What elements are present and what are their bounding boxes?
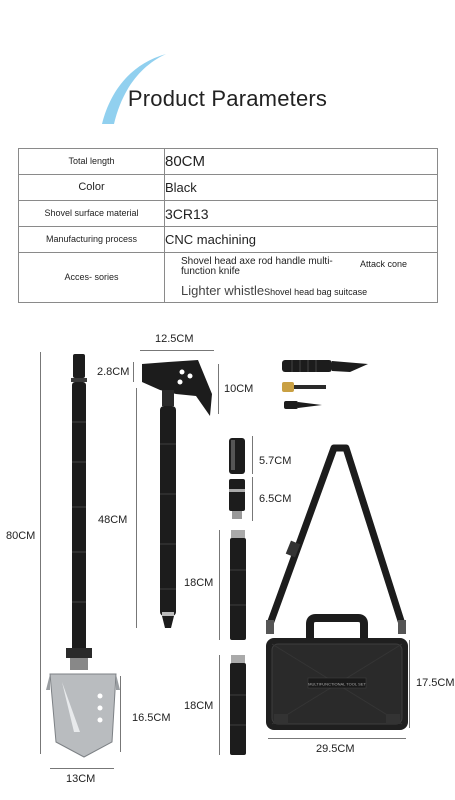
param-value-total-length: 80CM [165,149,438,175]
accessory-list-line1: Shovel head axe rod handle multi-function knife [181,256,333,277]
table-row [19,253,438,303]
param-value-accessories [165,253,438,303]
accessory-lighter-whistle: Lighter whistle [181,283,265,298]
segment-4-dimension: 18CM [184,700,214,712]
param-value-color: Black [165,175,438,201]
page-title: Product Parameters [127,86,328,111]
param-label-total-length: Total length [19,149,165,175]
accessory-bag-suitcase: Shovel head bag suitcase [264,287,368,297]
parameter-table [18,148,438,303]
table-row [19,201,438,227]
param-value-process: CNC machining [165,227,438,253]
seg1-dimension-line [252,436,253,474]
axe-height-dimension: 10CM [224,383,254,395]
total-length-dimension: 80CM [6,530,36,542]
axe-width-dimension: 12.5CM [155,333,194,345]
handle-length-dimension: 48CM [98,514,128,526]
shovel-width-dimension: 13CM [66,773,96,785]
param-label-material: Shovel surface material [19,201,165,227]
axe-illustration [138,354,218,634]
shovel-height-dimension: 16.5CM [132,712,171,724]
case-label-text: MULTIFUNCTIONAL TOOL SET [308,681,366,687]
table-row [19,175,438,201]
axe-small-dimension-line [133,362,134,382]
seg3-dimension-line [219,530,220,640]
handle-segment-top [226,436,248,476]
seg2-dimension-line [252,477,253,521]
seg4-dimension-line [219,655,220,755]
shovel-illustration [44,352,124,762]
table-row [19,149,438,175]
param-label-accessories: Acces- sories [19,253,165,303]
accessory-attack-cone: Attack cone [359,259,407,269]
handle-segment-second [226,477,248,523]
total-length-dimension-line [40,352,41,754]
axe-small-dimension: 2.8CM [97,366,130,378]
param-value-material: 3CR13 [165,201,438,227]
shovel-width-dimension-line [50,768,114,769]
handle-segment-third [228,530,248,642]
param-label-color: Color [19,175,165,201]
lighter-whistle-illustration [280,380,330,394]
table-row [19,227,438,253]
segment-3-dimension: 18CM [184,577,214,589]
case-height-dimension: 17.5CM [416,677,455,689]
carrying-case-illustration [262,444,412,736]
knife-illustration [280,356,372,376]
handle-length-dimension-line [136,388,137,628]
case-width-dimension: 29.5CM [316,743,355,755]
case-width-dimension-line [268,738,406,739]
segment-1-dimension: 5.7CM [259,455,292,467]
attack-cone-illustration [282,398,326,412]
segment-2-dimension: 6.5CM [259,493,292,505]
param-label-process: Manufacturing process [19,227,165,253]
axe-width-dimension-line [140,350,214,351]
axe-height-dimension-line [218,364,219,414]
handle-segment-bottom [228,655,248,757]
